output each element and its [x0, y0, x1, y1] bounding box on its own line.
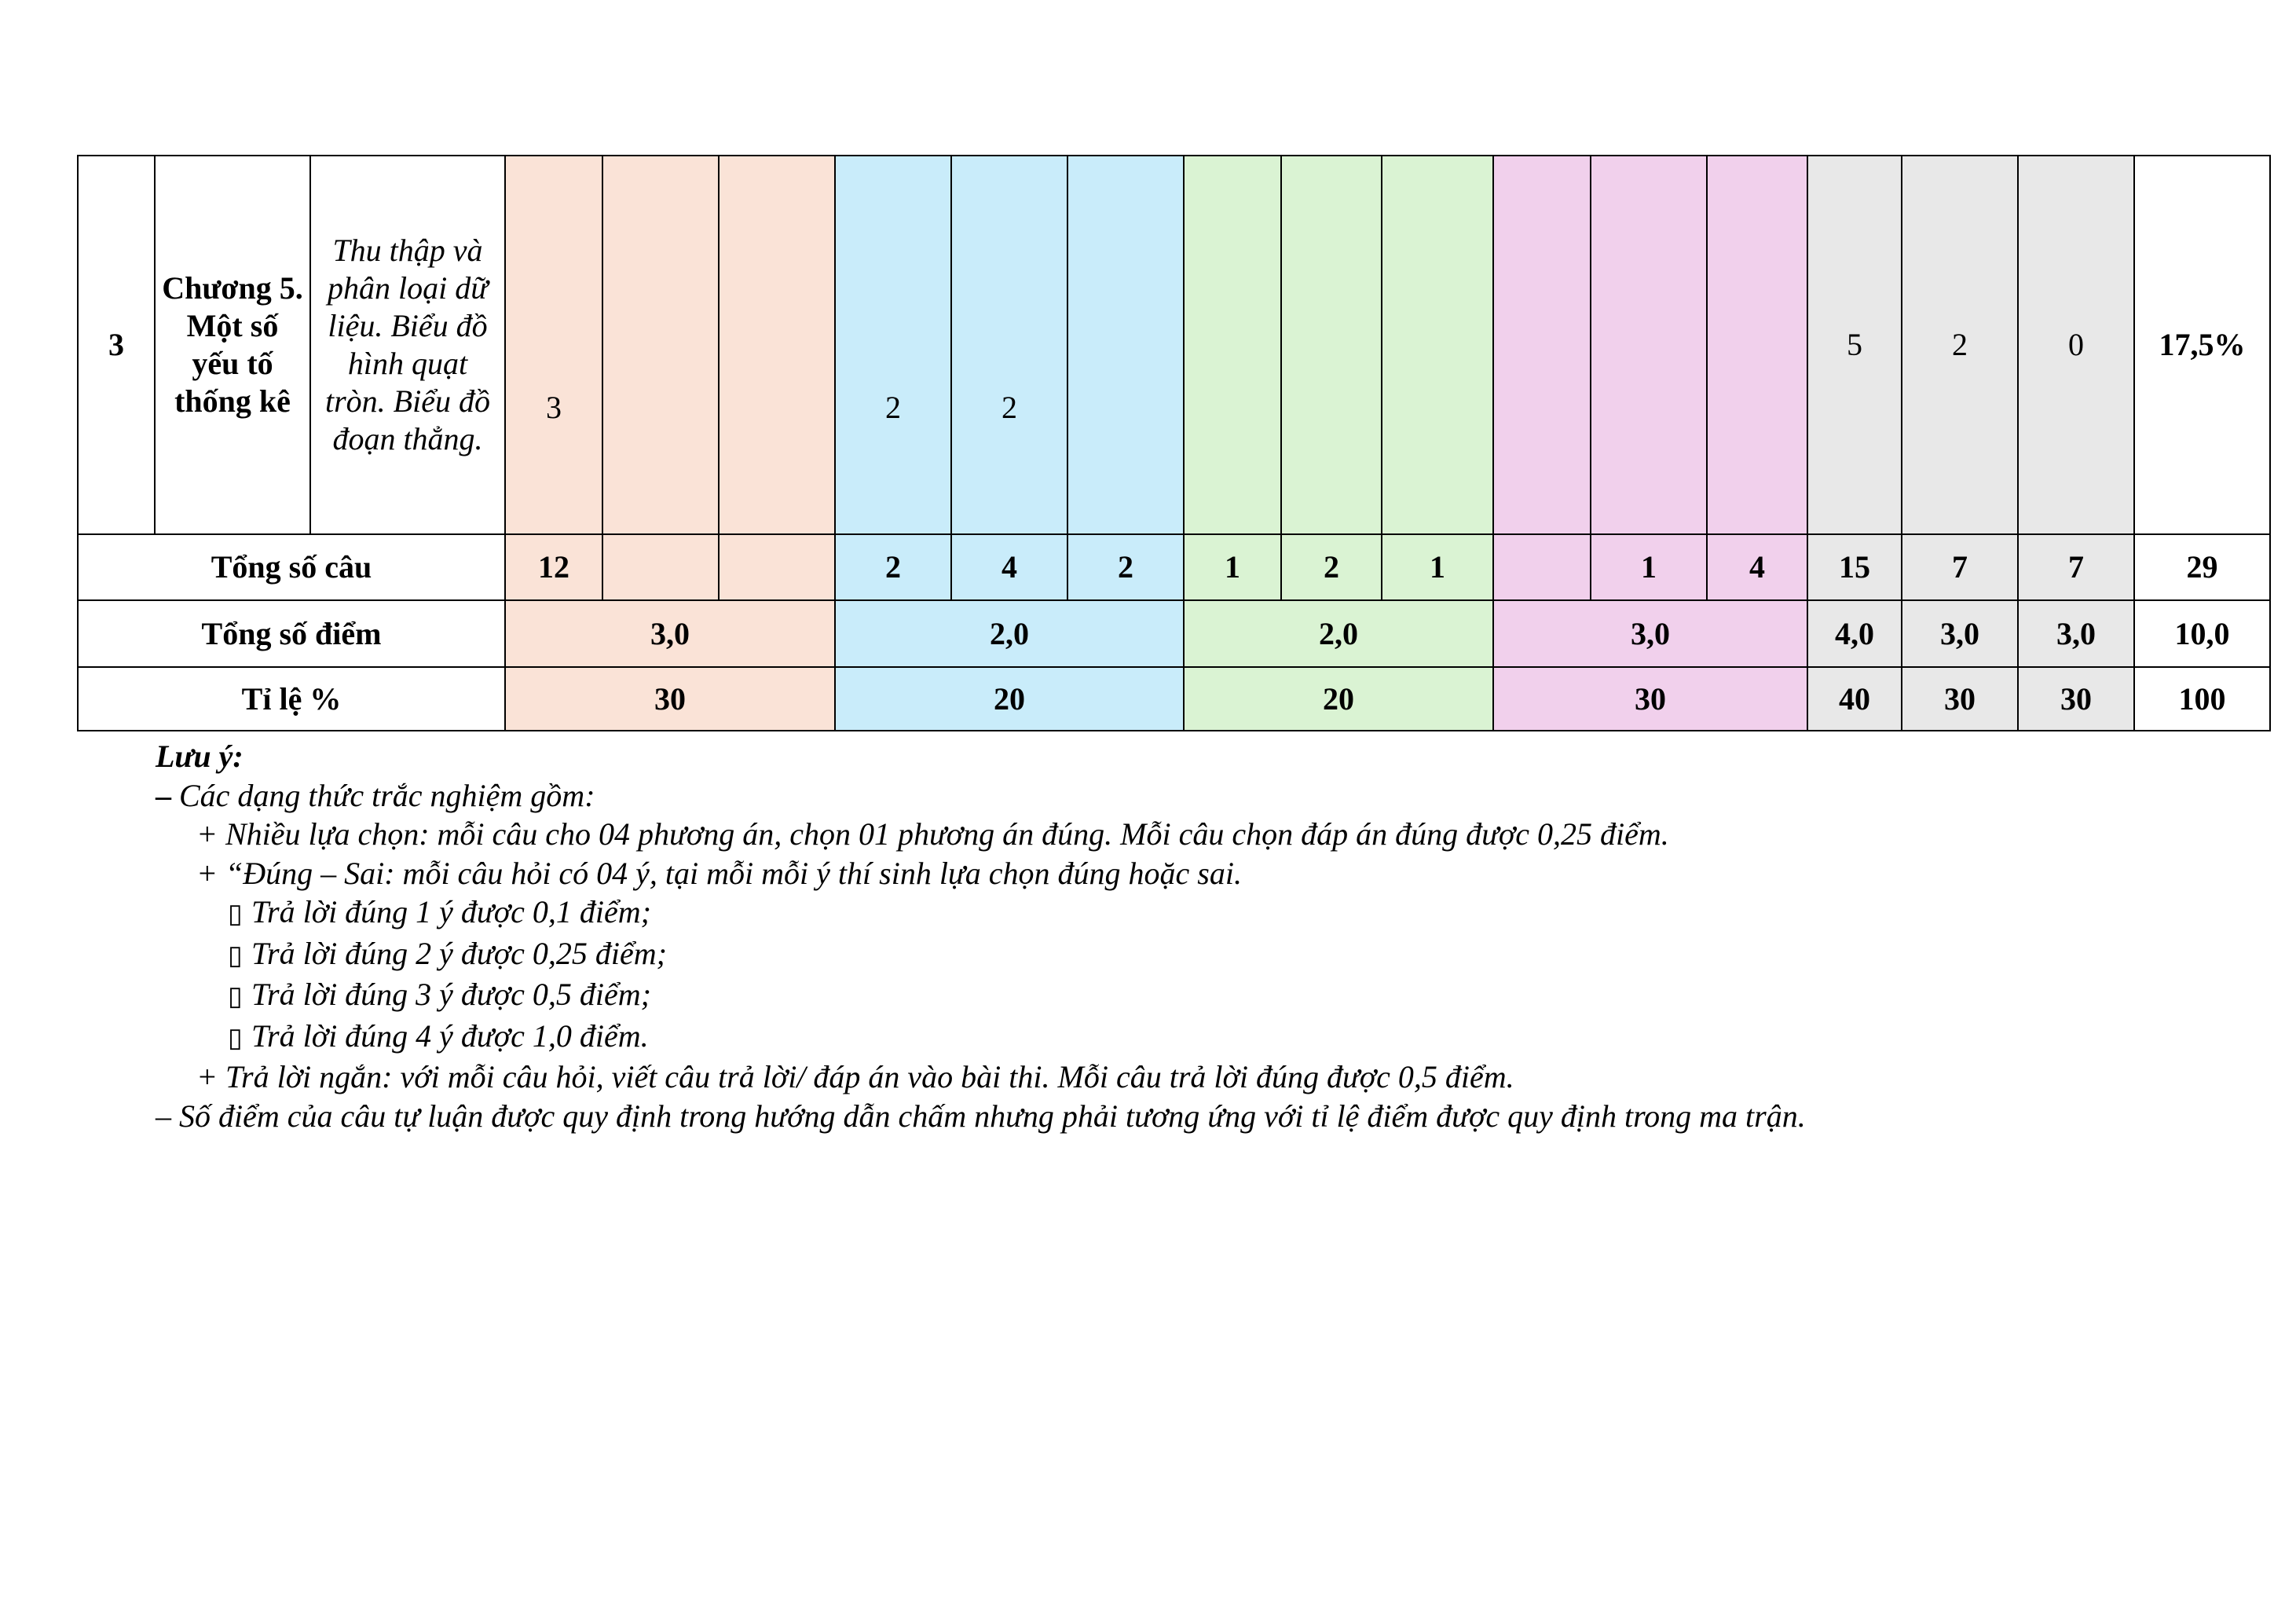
note-line: + Nhiều lựa chọn: mỗi câu cho 04 phương án, chọn 01 phương án đúng. Mỗi câu chọn đáp án đúng được 0,25 điểm. [196, 816, 1669, 852]
cell: 2 [835, 534, 951, 600]
cell: 2 [835, 156, 951, 534]
cell [1591, 156, 1707, 534]
note-line [156, 776, 1806, 816]
missing-glyph-icon: ▯ [228, 940, 243, 970]
sub-item [156, 934, 1806, 976]
content-cell: Thu thập và phân loại dữ liệu. Biểu đồ hình quạt tròn. Biểu đồ đoạn thẳng. [310, 156, 505, 534]
missing-glyph-icon: ▯ [228, 1023, 243, 1053]
total-cell: 3,0 [1902, 600, 2018, 667]
group-cell: 3,0 [505, 600, 835, 667]
row-ti-le [78, 667, 2270, 731]
cell [719, 534, 835, 600]
total-cell: 4,0 [1807, 600, 1902, 667]
missing-glyph-icon: ▯ [228, 982, 243, 1011]
total-cell: 0 [2018, 156, 2134, 534]
cell [602, 534, 719, 600]
note-text: Các dạng thức trắc nghiệm gồm: [179, 777, 595, 813]
note-line: – Số điểm của câu tự luận được quy định trong hướng dẫn chấm nhưng phải tương ứng với tỉ lệ điểm được quy định trong ma trận. [156, 1098, 1806, 1134]
notes-title: Lưu ý: [156, 739, 244, 774]
sub-item-text: Trả lời đúng 3 ý được 0,5 điểm; [251, 977, 651, 1012]
group-cell: 30 [1493, 667, 1807, 731]
row-label: Tỉ lệ % [78, 667, 505, 731]
total-cell: 15 [1807, 534, 1902, 600]
note-line: + “Đúng – Sai: mỗi câu hỏi có 04 ý, tại mỗi mỗi ý thí sinh lựa chọn đúng hoặc sai. [196, 855, 1242, 891]
cell [1707, 156, 1807, 534]
cell: 4 [1707, 534, 1807, 600]
notes-section [156, 737, 1806, 1135]
group-cell: 2,0 [1184, 600, 1493, 667]
total-cell: 5 [1807, 156, 1902, 534]
stt-cell: 3 [78, 156, 155, 534]
cell: 4 [951, 534, 1067, 600]
sub-item-text: Trả lời đúng 2 ý được 0,25 điểm; [251, 935, 667, 971]
row-label: Tổng số câu [78, 534, 505, 600]
note-line: + Trả lời ngắn: với mỗi câu hỏi, viết câu trả lời/ đáp án vào bài thi. Mỗi câu trả lời đúng được 0,5 điểm. [196, 1059, 1514, 1094]
cell: 2 [1281, 534, 1382, 600]
group-cell: 20 [835, 667, 1184, 731]
cell: 1 [1591, 534, 1707, 600]
total-cell: 40 [1807, 667, 1902, 731]
cell [1493, 534, 1591, 600]
sub-item [156, 1017, 1806, 1058]
cell [1184, 156, 1281, 534]
group-cell: 2,0 [835, 600, 1184, 667]
cell: 1 [1184, 534, 1281, 600]
chapter-cell: Chương 5. Một số yếu tố thống kê [155, 156, 310, 534]
sub-item-text: Trả lời đúng 4 ý được 1,0 điểm. [251, 1017, 649, 1054]
missing-glyph-icon: ▯ [228, 900, 243, 929]
cell [1067, 156, 1184, 534]
cell: 3 [505, 156, 602, 534]
cell [719, 156, 835, 534]
matrix-table [77, 155, 2271, 731]
sub-item [156, 975, 1806, 1017]
dash-marker: – [156, 777, 171, 813]
cell: 12 [505, 534, 602, 600]
cell: 2 [951, 156, 1067, 534]
percent-cell: 17,5% [2134, 156, 2270, 534]
row-tong-so-cau [78, 534, 2270, 600]
sum-cell: 100 [2134, 667, 2270, 731]
cell [1493, 156, 1591, 534]
cell [1281, 156, 1382, 534]
cell: 1 [1382, 534, 1493, 600]
total-cell: 7 [1902, 534, 2018, 600]
total-cell: 2 [1902, 156, 2018, 534]
sub-item [156, 893, 1806, 934]
group-cell: 20 [1184, 667, 1493, 731]
row-chapter-5 [78, 156, 2270, 534]
group-cell: 3,0 [1493, 600, 1807, 667]
cell: 2 [1067, 534, 1184, 600]
sum-cell: 10,0 [2134, 600, 2270, 667]
total-cell: 3,0 [2018, 600, 2134, 667]
row-tong-so-diem [78, 600, 2270, 667]
total-cell: 30 [1902, 667, 2018, 731]
total-cell: 7 [2018, 534, 2134, 600]
sum-cell: 29 [2134, 534, 2270, 600]
sub-item-text: Trả lời đúng 1 ý được 0,1 điểm; [251, 894, 651, 929]
group-cell: 30 [505, 667, 835, 731]
cell [1382, 156, 1493, 534]
row-label: Tổng số điểm [78, 600, 505, 667]
total-cell: 30 [2018, 667, 2134, 731]
cell [602, 156, 719, 534]
